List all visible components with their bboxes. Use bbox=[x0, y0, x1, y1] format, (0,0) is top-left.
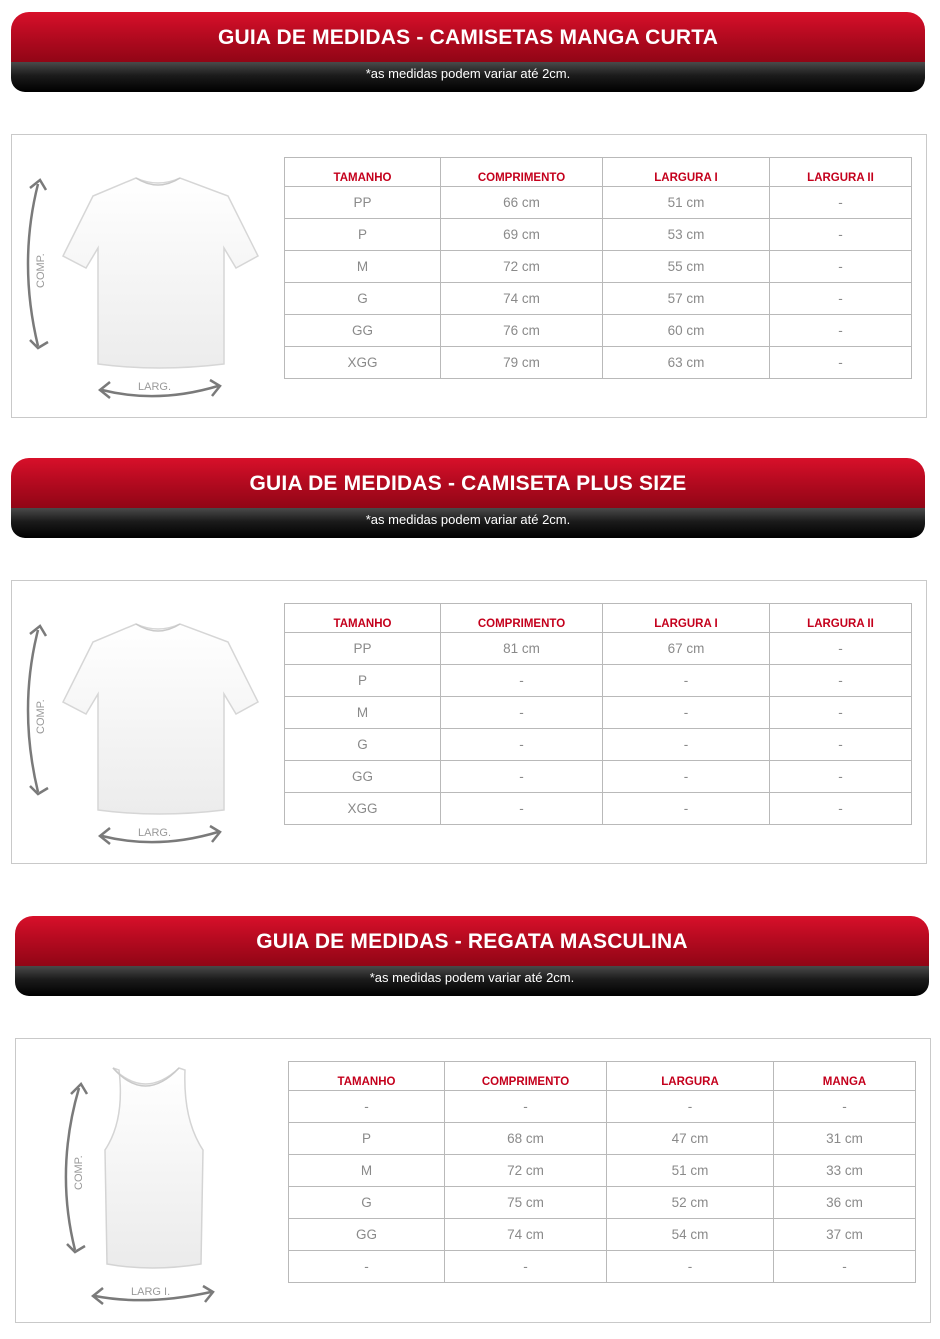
table-cell: - bbox=[441, 665, 603, 697]
table-cell: PP bbox=[285, 633, 441, 665]
table-cell: - bbox=[603, 761, 770, 793]
size-table bbox=[284, 157, 912, 379]
table-row bbox=[285, 219, 912, 251]
table-cell: 74 cm bbox=[441, 283, 603, 315]
column-header: LARGURA I bbox=[603, 604, 770, 633]
table-cell: - bbox=[441, 697, 603, 729]
disclaimer-note: *as medidas podem variar até 2cm. bbox=[365, 66, 571, 81]
table-cell: 55 cm bbox=[603, 251, 770, 283]
table-cell: 72 cm bbox=[441, 251, 603, 283]
table-cell: - bbox=[441, 761, 603, 793]
section-title-banner bbox=[11, 12, 925, 64]
column-header: LARGURA II bbox=[770, 158, 912, 187]
table-cell: PP bbox=[285, 187, 441, 219]
table-cell: G bbox=[289, 1187, 445, 1219]
table-cell: - bbox=[289, 1091, 445, 1123]
comp-label: COMP. bbox=[35, 699, 47, 734]
column-header: TAMANHO bbox=[285, 604, 441, 633]
table-cell: 63 cm bbox=[603, 347, 770, 379]
comp-label: COMP. bbox=[73, 1155, 85, 1190]
section-title-banner bbox=[11, 458, 925, 510]
column-header: LARGURA bbox=[607, 1062, 774, 1091]
table-cell: M bbox=[285, 697, 441, 729]
column-header: MANGA bbox=[774, 1062, 916, 1091]
column-header: LARGURA I bbox=[603, 158, 770, 187]
table-row bbox=[285, 315, 912, 347]
table-cell: - bbox=[770, 665, 912, 697]
table-cell: - bbox=[603, 665, 770, 697]
table-cell: P bbox=[285, 219, 441, 251]
table-cell: - bbox=[774, 1091, 916, 1123]
column-header: TAMANHO bbox=[289, 1062, 445, 1091]
section-title: GUIA DE MEDIDAS - CAMISETA PLUS SIZE bbox=[249, 472, 687, 495]
table-cell: 79 cm bbox=[441, 347, 603, 379]
tshirt-illustration bbox=[18, 614, 268, 854]
size-table bbox=[288, 1061, 916, 1283]
table-cell: - bbox=[770, 187, 912, 219]
table-cell: - bbox=[603, 697, 770, 729]
table-row bbox=[289, 1251, 916, 1283]
column-header: COMPRIMENTO bbox=[441, 604, 603, 633]
table-cell: - bbox=[770, 251, 912, 283]
table-cell: - bbox=[603, 729, 770, 761]
table-cell: - bbox=[770, 761, 912, 793]
table-header-row bbox=[285, 158, 912, 187]
table-cell: 67 cm bbox=[603, 633, 770, 665]
table-row bbox=[289, 1219, 916, 1251]
table-cell: 51 cm bbox=[607, 1155, 774, 1187]
table-row bbox=[285, 665, 912, 697]
table-cell: XGG bbox=[285, 793, 441, 825]
table-cell: - bbox=[445, 1251, 607, 1283]
table-header-row bbox=[289, 1062, 916, 1091]
table-cell: M bbox=[285, 251, 441, 283]
table-cell: - bbox=[770, 793, 912, 825]
disclaimer-note: *as medidas podem variar até 2cm. bbox=[369, 970, 575, 985]
larg-label: LARG. bbox=[138, 381, 172, 393]
table-row bbox=[285, 793, 912, 825]
table-cell: 37 cm bbox=[774, 1219, 916, 1251]
table-cell: - bbox=[770, 633, 912, 665]
size-table bbox=[284, 603, 912, 825]
table-row bbox=[285, 283, 912, 315]
disclaimer-note: *as medidas podem variar até 2cm. bbox=[365, 512, 571, 527]
table-cell: 68 cm bbox=[445, 1123, 607, 1155]
table-row bbox=[289, 1123, 916, 1155]
column-header: TAMANHO bbox=[285, 158, 441, 187]
table-cell: XGG bbox=[285, 347, 441, 379]
table-row bbox=[285, 633, 912, 665]
table-cell: G bbox=[285, 283, 441, 315]
table-cell: P bbox=[285, 665, 441, 697]
table-row bbox=[289, 1187, 916, 1219]
table-cell: - bbox=[441, 729, 603, 761]
table-cell: GG bbox=[285, 315, 441, 347]
table-cell: 57 cm bbox=[603, 283, 770, 315]
table-cell: M bbox=[289, 1155, 445, 1187]
tank-top-illustration bbox=[55, 1060, 225, 1310]
tshirt-illustration bbox=[18, 168, 268, 408]
table-row bbox=[285, 697, 912, 729]
table-cell: 66 cm bbox=[441, 187, 603, 219]
table-cell: GG bbox=[285, 761, 441, 793]
table-cell: - bbox=[770, 315, 912, 347]
table-cell: 74 cm bbox=[445, 1219, 607, 1251]
table-header-row bbox=[285, 604, 912, 633]
table-cell: 81 cm bbox=[441, 633, 603, 665]
table-cell: - bbox=[607, 1251, 774, 1283]
table-cell: 76 cm bbox=[441, 315, 603, 347]
table-cell: - bbox=[770, 347, 912, 379]
larg-i-label: LARG I. bbox=[131, 1286, 171, 1298]
table-cell: - bbox=[289, 1251, 445, 1283]
table-cell: - bbox=[607, 1091, 774, 1123]
section-title-banner bbox=[15, 916, 929, 968]
table-row bbox=[285, 347, 912, 379]
table-row bbox=[289, 1091, 916, 1123]
table-cell: 72 cm bbox=[445, 1155, 607, 1187]
column-header: COMPRIMENTO bbox=[441, 158, 603, 187]
table-cell: - bbox=[770, 219, 912, 251]
table-row bbox=[285, 761, 912, 793]
table-cell: - bbox=[770, 729, 912, 761]
disclaimer-bar bbox=[15, 966, 929, 996]
table-cell: 54 cm bbox=[607, 1219, 774, 1251]
table-cell: 51 cm bbox=[603, 187, 770, 219]
table-cell: 52 cm bbox=[607, 1187, 774, 1219]
table-cell: - bbox=[770, 697, 912, 729]
table-cell: 36 cm bbox=[774, 1187, 916, 1219]
larg-label: LARG. bbox=[138, 827, 172, 839]
table-cell: - bbox=[445, 1091, 607, 1123]
table-row bbox=[285, 187, 912, 219]
table-cell: 53 cm bbox=[603, 219, 770, 251]
table-cell: 31 cm bbox=[774, 1123, 916, 1155]
table-cell: P bbox=[289, 1123, 445, 1155]
disclaimer-bar bbox=[11, 508, 925, 538]
section-title: GUIA DE MEDIDAS - CAMISETAS MANGA CURTA bbox=[217, 26, 719, 49]
column-header: LARGURA II bbox=[770, 604, 912, 633]
disclaimer-bar bbox=[11, 62, 925, 92]
table-cell: GG bbox=[289, 1219, 445, 1251]
table-cell: - bbox=[774, 1251, 916, 1283]
table-cell: 33 cm bbox=[774, 1155, 916, 1187]
table-cell: - bbox=[603, 793, 770, 825]
table-cell: 75 cm bbox=[445, 1187, 607, 1219]
table-row bbox=[289, 1155, 916, 1187]
column-header: COMPRIMENTO bbox=[445, 1062, 607, 1091]
table-cell: 47 cm bbox=[607, 1123, 774, 1155]
section-title: GUIA DE MEDIDAS - REGATA MASCULINA bbox=[256, 930, 688, 953]
table-row bbox=[285, 729, 912, 761]
table-cell: G bbox=[285, 729, 441, 761]
table-cell: - bbox=[441, 793, 603, 825]
table-cell: 69 cm bbox=[441, 219, 603, 251]
table-row bbox=[285, 251, 912, 283]
comp-label: COMP. bbox=[35, 253, 47, 288]
table-cell: 60 cm bbox=[603, 315, 770, 347]
table-cell: - bbox=[770, 283, 912, 315]
